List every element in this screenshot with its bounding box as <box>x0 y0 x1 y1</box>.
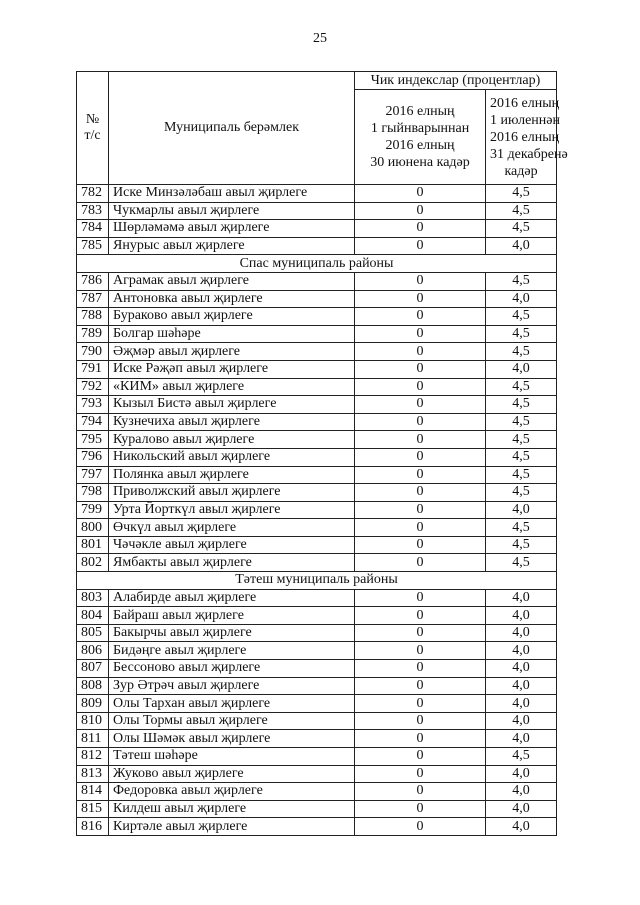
row-municipality: Зур Әтрәч авыл җирлеге <box>109 677 355 695</box>
row-index-first-half: 0 <box>355 748 486 766</box>
row-municipality: Бураково авыл җирлеге <box>109 308 355 326</box>
row-number: 795 <box>77 431 109 449</box>
header-period-line: 1 гыйнварыннан <box>370 121 470 136</box>
row-index-second-half: 4,0 <box>486 501 557 519</box>
row-index-first-half: 0 <box>355 765 486 783</box>
section-title: Тәтеш муниципаль районы <box>77 572 557 590</box>
row-index-first-half: 0 <box>355 360 486 378</box>
row-municipality: Байраш авыл җирлеге <box>109 607 355 625</box>
row-index-first-half: 0 <box>355 202 486 220</box>
row-number: 807 <box>77 660 109 678</box>
row-municipality: Алабирде авыл җирлеге <box>109 589 355 607</box>
header-period-line: 2016 елның <box>385 138 455 153</box>
row-index-second-half: 4,0 <box>486 589 557 607</box>
row-index-second-half: 4,0 <box>486 765 557 783</box>
row-index-second-half: 4,5 <box>486 519 557 537</box>
row-index-first-half: 0 <box>355 431 486 449</box>
row-municipality: Тәтеш шәһәре <box>109 748 355 766</box>
row-municipality: Киртәле авыл җирлеге <box>109 818 355 836</box>
table-row <box>77 800 557 818</box>
row-municipality: Полянка авыл җирлеге <box>109 466 355 484</box>
row-index-second-half: 4,0 <box>486 800 557 818</box>
table-row <box>77 730 557 748</box>
row-index-first-half: 0 <box>355 677 486 695</box>
row-index-second-half: 4,0 <box>486 695 557 713</box>
row-number: 815 <box>77 800 109 818</box>
table-header <box>77 72 568 185</box>
header-number <box>77 72 109 185</box>
row-index-second-half: 4,5 <box>486 272 557 290</box>
row-number: 804 <box>77 607 109 625</box>
table-row <box>77 466 557 484</box>
row-municipality: Олы Тархан авыл җирлеге <box>109 695 355 713</box>
table-row <box>77 660 557 678</box>
row-index-second-half: 4,0 <box>486 624 557 642</box>
row-number: 812 <box>77 748 109 766</box>
row-municipality: Өчкүл авыл җирлеге <box>109 519 355 537</box>
row-number: 792 <box>77 378 109 396</box>
row-number: 801 <box>77 536 109 554</box>
table-row <box>77 783 557 801</box>
row-index-first-half: 0 <box>355 536 486 554</box>
row-index-second-half: 4,5 <box>486 748 557 766</box>
row-index-first-half: 0 <box>355 818 486 836</box>
row-index-first-half: 0 <box>355 624 486 642</box>
row-number: 814 <box>77 783 109 801</box>
row-index-second-half: 4,5 <box>486 220 557 238</box>
row-municipality: Бессоново авыл җирлеге <box>109 660 355 678</box>
row-index-second-half: 4,0 <box>486 607 557 625</box>
row-index-first-half: 0 <box>355 378 486 396</box>
row-index-second-half: 4,0 <box>486 290 557 308</box>
row-index-second-half: 4,5 <box>486 554 557 572</box>
row-index-first-half: 0 <box>355 712 486 730</box>
header-period-line: 2016 елның <box>385 104 455 119</box>
row-number: 803 <box>77 589 109 607</box>
row-number: 806 <box>77 642 109 660</box>
row-index-first-half: 0 <box>355 800 486 818</box>
indices-table <box>76 71 568 836</box>
row-municipality: «КИМ» авыл җирлеге <box>109 378 355 396</box>
row-municipality: Куралово авыл җирлеге <box>109 431 355 449</box>
table-row <box>77 677 557 695</box>
table-row <box>77 343 557 361</box>
row-index-first-half: 0 <box>355 607 486 625</box>
table-row <box>77 536 557 554</box>
row-municipality: Бидәңге авыл җирлеге <box>109 642 355 660</box>
header-number-line: т/с <box>84 128 101 143</box>
row-municipality: Кызыл Бистә авыл җирлеге <box>109 396 355 414</box>
row-index-first-half: 0 <box>355 484 486 502</box>
table-row <box>77 448 557 466</box>
row-number: 805 <box>77 624 109 642</box>
table-row <box>77 642 557 660</box>
table-row <box>77 695 557 713</box>
row-municipality: Болгар шәһәре <box>109 325 355 343</box>
row-number: 794 <box>77 413 109 431</box>
row-index-second-half: 4,5 <box>486 308 557 326</box>
header-period-line: 1 июленнән <box>490 112 560 128</box>
row-number: 785 <box>77 237 109 255</box>
row-number: 787 <box>77 290 109 308</box>
row-index-first-half: 0 <box>355 325 486 343</box>
row-index-first-half: 0 <box>355 642 486 660</box>
row-index-first-half: 0 <box>355 290 486 308</box>
row-index-second-half: 4,0 <box>486 642 557 660</box>
table-row <box>77 308 557 326</box>
row-index-second-half: 4,5 <box>486 325 557 343</box>
row-number: 783 <box>77 202 109 220</box>
row-number: 810 <box>77 712 109 730</box>
row-index-first-half: 0 <box>355 237 486 255</box>
table-row <box>77 290 557 308</box>
row-index-first-half: 0 <box>355 519 486 537</box>
header-period-second-half <box>486 90 568 185</box>
row-index-second-half: 4,5 <box>486 448 557 466</box>
header-period-line: кадәр <box>504 163 538 179</box>
row-index-second-half: 4,5 <box>486 536 557 554</box>
row-index-first-half: 0 <box>355 695 486 713</box>
row-index-first-half: 0 <box>355 343 486 361</box>
table-row <box>77 765 557 783</box>
table-row <box>77 501 557 519</box>
row-number: 798 <box>77 484 109 502</box>
header-number-line: № <box>85 112 100 127</box>
row-number: 793 <box>77 396 109 414</box>
row-number: 813 <box>77 765 109 783</box>
row-index-second-half: 4,0 <box>486 783 557 801</box>
header-period-first-half <box>355 90 486 185</box>
row-index-first-half: 0 <box>355 660 486 678</box>
row-number: 790 <box>77 343 109 361</box>
row-municipality: Чәчәкле авыл җирлеге <box>109 536 355 554</box>
table-row <box>77 519 557 537</box>
header-period-line: 30 июнена кадәр <box>370 155 470 170</box>
row-municipality: Федоровка авыл җирлеге <box>109 783 355 801</box>
row-number: 786 <box>77 272 109 290</box>
row-index-second-half: 4,5 <box>486 343 557 361</box>
table-row <box>77 185 557 203</box>
row-municipality: Шөрләмәмә авыл җирлеге <box>109 220 355 238</box>
row-index-second-half: 4,5 <box>486 466 557 484</box>
section-title: Спас муниципаль районы <box>77 255 557 273</box>
row-number: 800 <box>77 519 109 537</box>
row-index-first-half: 0 <box>355 554 486 572</box>
row-index-second-half: 4,0 <box>486 360 557 378</box>
header-period-line: 2016 елның <box>490 95 560 111</box>
row-index-second-half: 4,0 <box>486 660 557 678</box>
row-municipality: Жуково авыл җирлеге <box>109 765 355 783</box>
row-municipality: Килдеш авыл җирлеге <box>109 800 355 818</box>
table-row <box>77 484 557 502</box>
header-period-line: 31 декабренә <box>490 146 568 162</box>
row-municipality: Кузнечиха авыл җирлеге <box>109 413 355 431</box>
table-row <box>77 431 557 449</box>
header-limit-indices: Чик индекслар (процентлар) <box>355 72 557 90</box>
row-index-second-half: 4,0 <box>486 677 557 695</box>
row-number: 802 <box>77 554 109 572</box>
table-row <box>77 396 557 414</box>
table-row <box>77 220 557 238</box>
row-index-second-half: 4,0 <box>486 730 557 748</box>
table-row <box>77 237 557 255</box>
row-index-first-half: 0 <box>355 501 486 519</box>
section-row <box>77 572 557 590</box>
row-municipality: Чукмарлы авыл җирлеге <box>109 202 355 220</box>
row-municipality: Никольский авыл җирлеге <box>109 448 355 466</box>
row-municipality: Урта Йорткүл авыл җирлеге <box>109 501 355 519</box>
row-number: 808 <box>77 677 109 695</box>
row-index-second-half: 4,5 <box>486 185 557 203</box>
table-row <box>77 272 557 290</box>
row-municipality: Иске Минзәләбаш авыл җирлеге <box>109 185 355 203</box>
table-row <box>77 202 557 220</box>
row-municipality: Антоновка авыл җирлеге <box>109 290 355 308</box>
table-body <box>77 185 557 836</box>
table-row <box>77 818 557 836</box>
table-row <box>77 325 557 343</box>
row-index-second-half: 4,5 <box>486 413 557 431</box>
header-period-line: 2016 елның <box>490 129 560 145</box>
row-municipality: Бакырчы авыл җирлеге <box>109 624 355 642</box>
row-municipality: Ямбакты авыл җирлеге <box>109 554 355 572</box>
table-row <box>77 413 557 431</box>
table-row <box>77 360 557 378</box>
row-index-first-half: 0 <box>355 272 486 290</box>
row-index-second-half: 4,0 <box>486 237 557 255</box>
row-municipality: Янурыс авыл җирлеге <box>109 237 355 255</box>
table-row <box>77 712 557 730</box>
row-municipality: Олы Шәмәк авыл җирлеге <box>109 730 355 748</box>
row-number: 816 <box>77 818 109 836</box>
row-index-second-half: 4,5 <box>486 396 557 414</box>
table-row <box>77 554 557 572</box>
table-row <box>77 624 557 642</box>
row-municipality: Аграмак авыл җирлеге <box>109 272 355 290</box>
row-number: 796 <box>77 448 109 466</box>
row-index-second-half: 4,5 <box>486 202 557 220</box>
row-index-second-half: 4,5 <box>486 378 557 396</box>
row-number: 811 <box>77 730 109 748</box>
row-number: 799 <box>77 501 109 519</box>
row-index-first-half: 0 <box>355 783 486 801</box>
table-row <box>77 607 557 625</box>
table-row <box>77 589 557 607</box>
section-row <box>77 255 557 273</box>
row-index-first-half: 0 <box>355 466 486 484</box>
row-municipality: Приволжский авыл җирлеге <box>109 484 355 502</box>
row-number: 782 <box>77 185 109 203</box>
row-number: 789 <box>77 325 109 343</box>
row-index-first-half: 0 <box>355 413 486 431</box>
row-index-first-half: 0 <box>355 220 486 238</box>
row-number: 788 <box>77 308 109 326</box>
table-row <box>77 748 557 766</box>
row-index-first-half: 0 <box>355 185 486 203</box>
row-index-first-half: 0 <box>355 396 486 414</box>
row-index-second-half: 4,0 <box>486 818 557 836</box>
row-number: 797 <box>77 466 109 484</box>
header-municipality: Муниципаль берәмлек <box>109 72 355 185</box>
row-municipality: Иске Рәҗәп авыл җирлеге <box>109 360 355 378</box>
row-municipality: Олы Тормы авыл җирлеге <box>109 712 355 730</box>
row-index-second-half: 4,5 <box>486 431 557 449</box>
row-index-first-half: 0 <box>355 589 486 607</box>
row-number: 784 <box>77 220 109 238</box>
row-number: 791 <box>77 360 109 378</box>
row-municipality: Әҗмәр авыл җирлеге <box>109 343 355 361</box>
table-row <box>77 378 557 396</box>
row-index-first-half: 0 <box>355 448 486 466</box>
row-number: 809 <box>77 695 109 713</box>
row-index-first-half: 0 <box>355 308 486 326</box>
row-index-second-half: 4,5 <box>486 484 557 502</box>
row-index-second-half: 4,0 <box>486 712 557 730</box>
row-index-first-half: 0 <box>355 730 486 748</box>
page-number: 25 <box>313 31 327 46</box>
